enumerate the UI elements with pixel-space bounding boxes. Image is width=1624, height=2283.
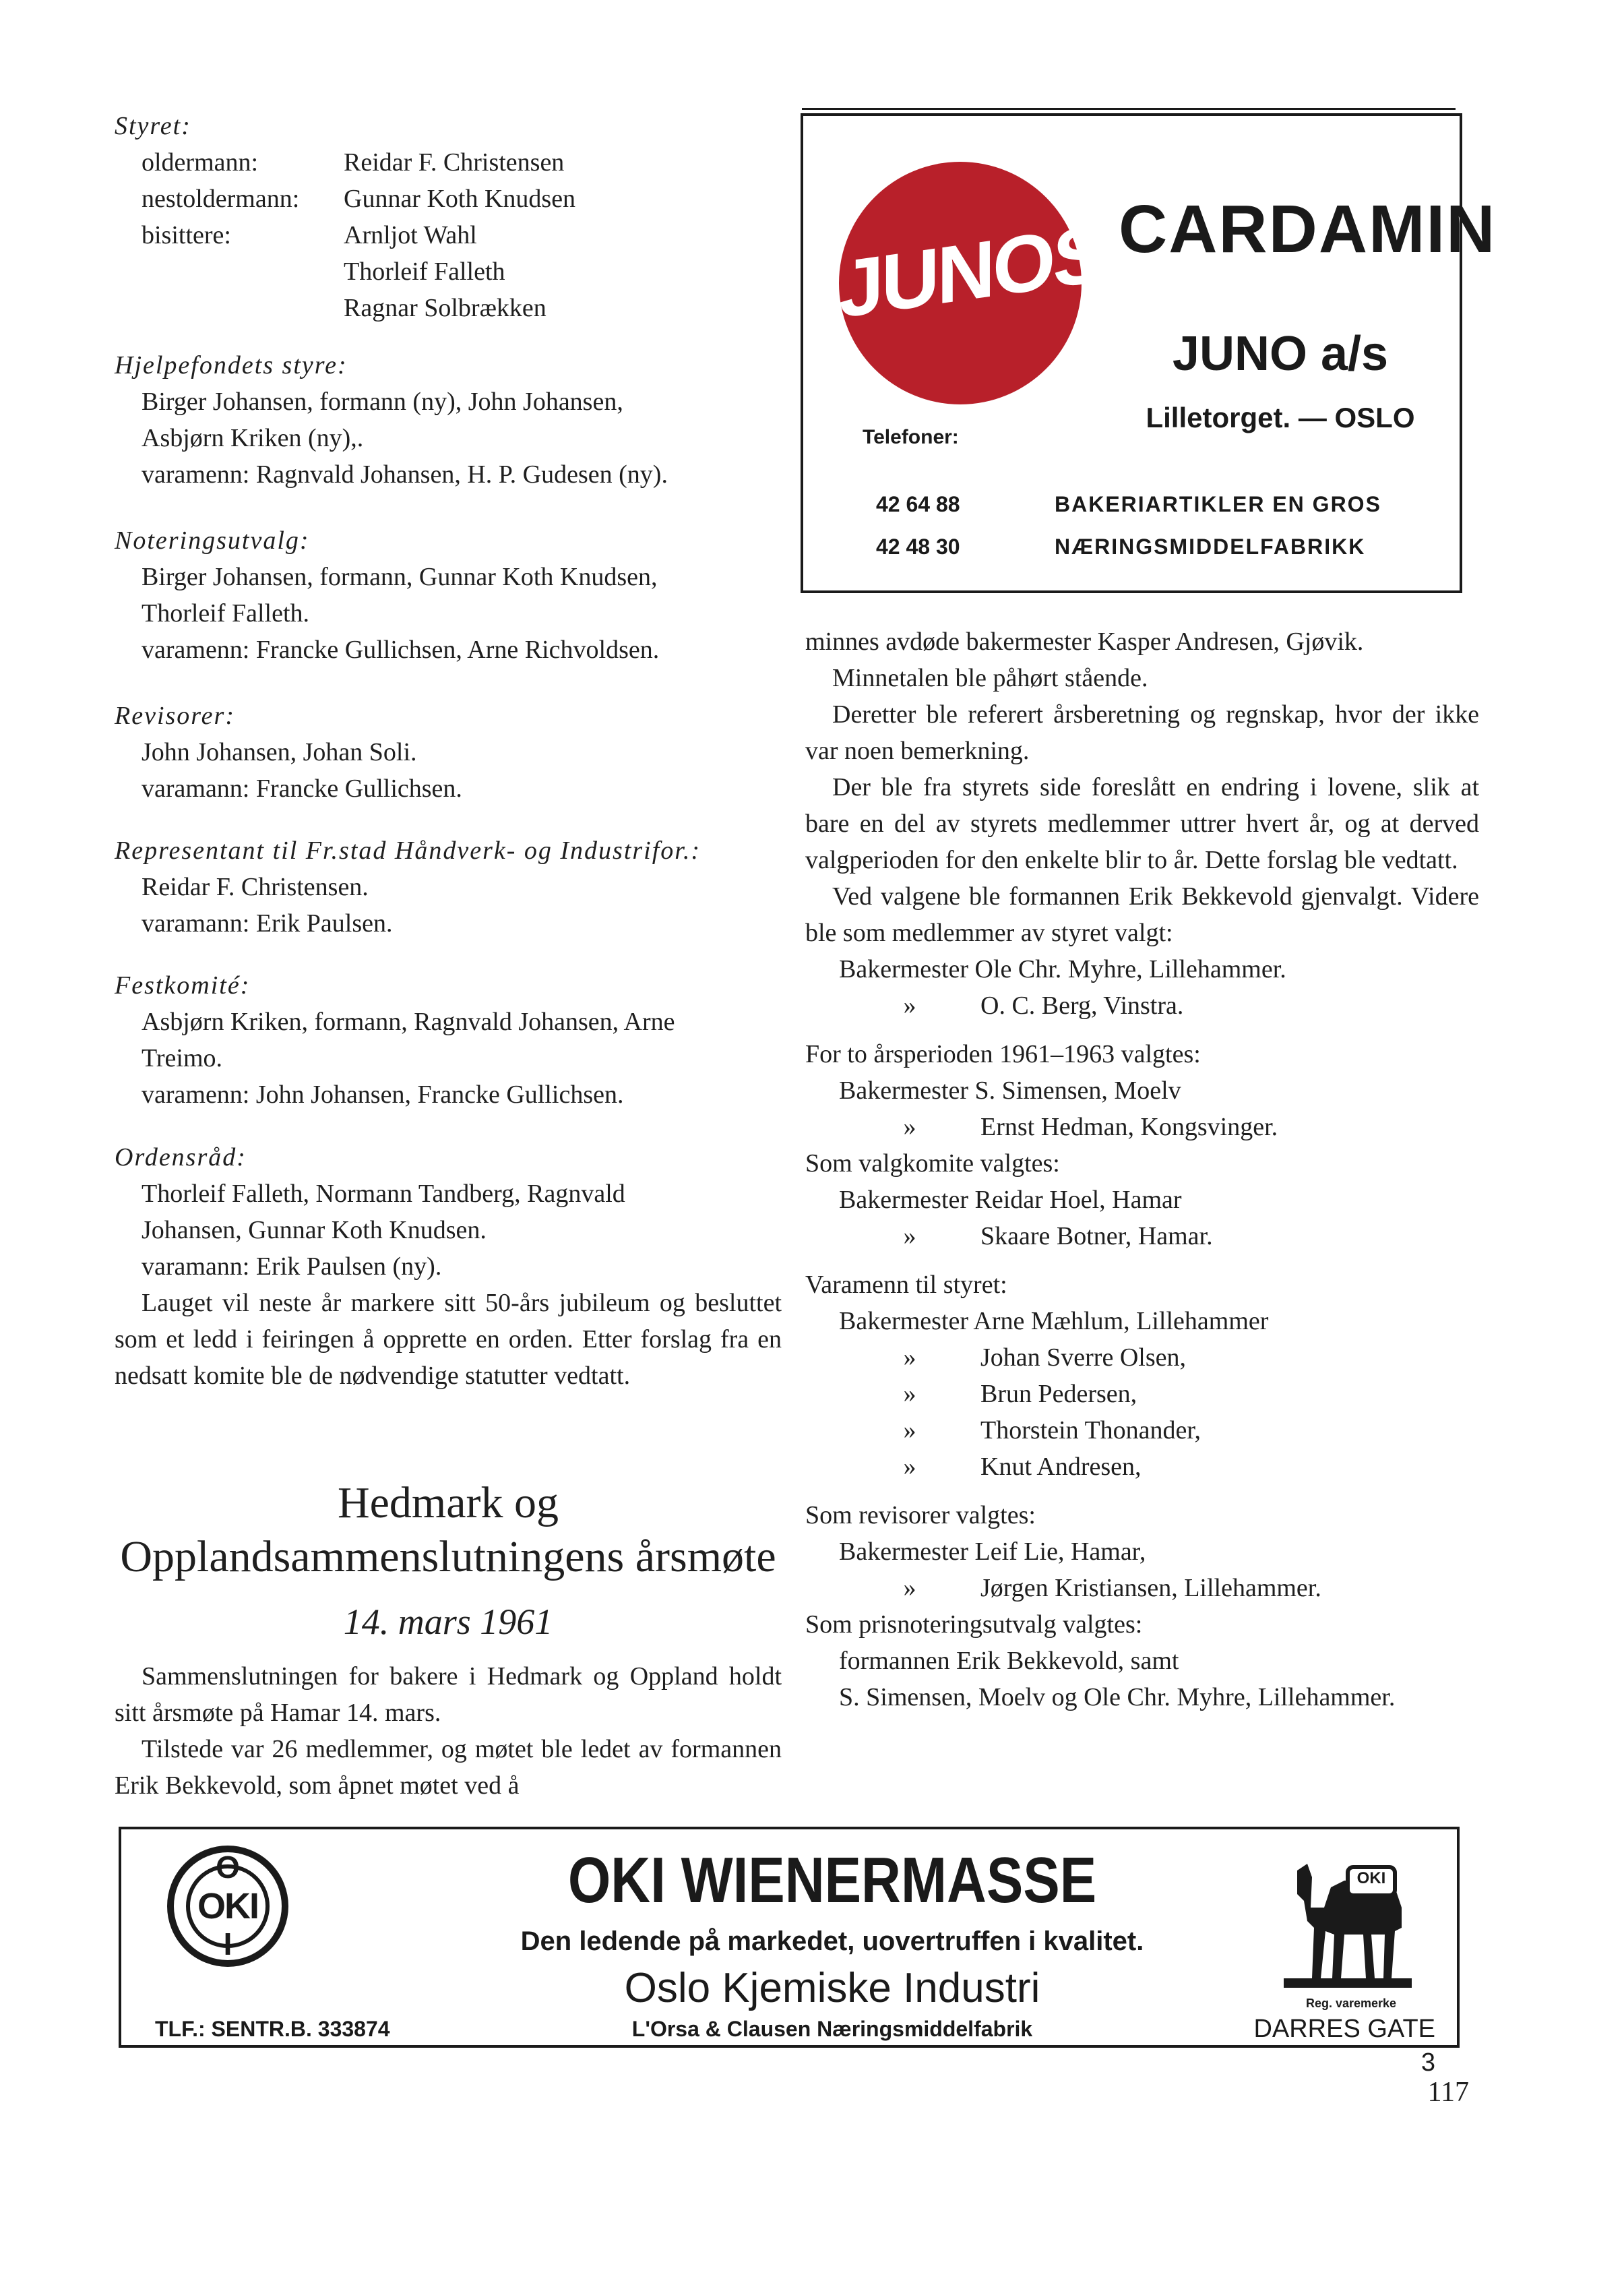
elected-name: O. C. Berg, Vinstra.	[980, 992, 1184, 1020]
paragraph: Ved valgene ble formannen Erik Bekkevold gjenvalgt. Videre ble som medlemmer av styret valgt:	[805, 882, 1479, 947]
camel-label: OKI	[1356, 1869, 1386, 1887]
article-paragraph: Sammenslutningen for bakere i Hedmark og Oppland holdt sitt årsmøte på Hamar 14. mars.	[115, 1662, 782, 1727]
oki-subcompany: L'Orsa & Clausen Næringsmiddelfabrik	[631, 2017, 1033, 2041]
elected-line	[805, 987, 1479, 1024]
role-label	[142, 290, 344, 326]
ditto-mark: »	[903, 1380, 916, 1408]
section-line: Som prisnoteringsutvalg valgtes:	[805, 1610, 1143, 1639]
oki-logo-letter: OKI	[197, 1886, 258, 1926]
ditto-mark: »	[903, 1113, 916, 1141]
elected-name: Thorstein Thonander,	[980, 1416, 1201, 1444]
oki-logo-letter: I	[223, 1926, 232, 1961]
ditto-mark: »	[903, 992, 916, 1020]
text-line: Thorleif Falleth, Normann Tandberg, Ragnvald	[142, 1180, 625, 1208]
elected-line	[805, 1109, 1479, 1145]
elected-line	[805, 1376, 1479, 1412]
hjelpefond-heading: Hjelpefondets styre:	[115, 351, 348, 379]
styret-row	[142, 181, 782, 217]
elected-line	[805, 1570, 1479, 1606]
role-label: nestoldermann:	[142, 185, 300, 213]
elected-name: Ernst Hedman, Kongsvinger.	[980, 1113, 1278, 1141]
text-line: Treimo.	[142, 1044, 223, 1072]
oki-address: DARRES GATE 3	[1253, 2015, 1435, 2077]
article-paragraph: Tilstede var 26 medlemmer, og møtet ble ledet av formannen Erik Bekkevold, som åpnet møtet ved å	[115, 1735, 782, 1800]
elected-line: Bakermester Reidar Hoel, Hamar	[839, 1186, 1182, 1214]
text-line: Birger Johansen, formann (ny), John Johansen,	[142, 388, 623, 416]
text-line: Johansen, Gunnar Koth Knudsen.	[142, 1216, 487, 1244]
elected-line: Bakermester Leif Lie, Hamar,	[839, 1538, 1146, 1566]
article-body	[115, 1658, 782, 1804]
elected-name: Brun Pedersen,	[980, 1380, 1137, 1408]
ditto-mark: »	[903, 1222, 916, 1250]
hjelpefond-section	[115, 347, 782, 493]
elected-name: Knut Andresen,	[980, 1453, 1142, 1481]
text-line: Asbjørn Kriken (ny),.	[142, 424, 364, 452]
oki-tagline: Den ledende på markedet, uovertruffen i kvalitet.	[520, 1926, 1144, 1956]
text-line: varamenn: John Johansen, Francke Gullichsen.	[142, 1080, 624, 1109]
oki-phone: TLF.: SENTR.B. 333874	[155, 2017, 390, 2041]
role-value: Gunnar Koth Knudsen	[344, 185, 576, 213]
role-value: Arnljot Wahl	[344, 221, 477, 249]
elected-line	[805, 1339, 1479, 1376]
elected-line: Bakermester S. Simensen, Moelv	[839, 1076, 1181, 1105]
right-column	[805, 623, 1479, 1715]
ad-top-rule	[802, 108, 1456, 110]
camel-trademark-icon	[1270, 1847, 1425, 1992]
ditto-mark: »	[903, 1453, 916, 1481]
section-line: For to årsperioden 1961–1963 valgtes:	[805, 1040, 1201, 1068]
revisorer-section	[115, 698, 782, 807]
paragraph: Minnetalen ble påhørt stående.	[832, 664, 1148, 692]
ditto-mark: »	[903, 1416, 916, 1444]
role-value: Reidar F. Christensen	[344, 148, 565, 177]
ordensrad-heading: Ordensråd:	[115, 1143, 247, 1171]
oki-company: Oslo Kjemiske Industri	[624, 1965, 1040, 2011]
juno-line: BAKERIARTIKLER EN GROS	[1055, 492, 1381, 516]
text-line: varamann: Erik Paulsen.	[142, 909, 393, 938]
representant-section	[115, 832, 782, 942]
elected-line: S. Simensen, Moelv og Ole Chr. Myhre, Lillehammer.	[839, 1683, 1396, 1711]
elected-line: formannen Erik Bekkevold, samt	[839, 1647, 1179, 1675]
ordensrad-section	[115, 1139, 782, 1394]
role-value: Ragnar Solbrækken	[344, 294, 546, 322]
festkomite-heading: Festkomité:	[115, 971, 251, 1000]
festkomite-section	[115, 967, 782, 1113]
elected-line	[805, 1412, 1479, 1449]
role-label: bisittere:	[142, 221, 231, 249]
role-label: oldermann:	[142, 148, 259, 177]
phones-label: Telefoner:	[863, 426, 959, 448]
oki-title: OKI WIENERMASSE	[567, 1844, 1097, 1916]
juno-logo-text: JUNOS	[839, 208, 1104, 336]
article-date: 14. mars 1961	[343, 1602, 553, 1642]
styret-row	[142, 144, 782, 181]
elected-name: Skaare Botner, Hamar.	[980, 1222, 1213, 1250]
ditto-mark: »	[903, 1343, 916, 1372]
oki-logo-letter: O	[216, 1850, 240, 1885]
article-title-line: Hedmark og	[337, 1478, 559, 1527]
revisorer-heading: Revisorer:	[115, 702, 235, 730]
ordensrad-paragraph: Lauget vil neste år markere sitt 50-års jubileum og besluttet som et ledd i feiringen å opprette en orden. Etter forslag fra en nedsatt komite ble de nødvendige statutter vedtatt.	[115, 1289, 782, 1390]
notering-heading: Noteringsutvalg:	[115, 526, 310, 555]
text-line: Birger Johansen, formann, Gunnar Koth Knudsen,	[142, 563, 658, 591]
phone-number: 42 64 88	[876, 492, 960, 516]
juno-company: JUNO a/s	[1172, 327, 1389, 381]
elected-line: Bakermester Arne Mæhlum, Lillehammer	[839, 1307, 1269, 1335]
text-line: Thorleif Falleth.	[142, 599, 310, 628]
text-line: varamenn: Francke Gullichsen, Arne Richvoldsen.	[142, 636, 660, 664]
styret-row	[142, 217, 782, 253]
cardamin-brand: CARDAMIN	[1119, 191, 1497, 267]
styret-row	[142, 253, 782, 290]
paragraph: Deretter ble referert årsberetning og regnskap, hvor der ikke var noen bemerkning.	[805, 700, 1479, 765]
styret-heading: Styret:	[115, 112, 191, 140]
section-line: Varamenn til styret:	[805, 1271, 1007, 1299]
notering-section	[115, 522, 782, 668]
text-line: varamann: Erik Paulsen (ny).	[142, 1252, 442, 1281]
page-number: 117	[1427, 2077, 1469, 2108]
elected-line	[805, 1218, 1479, 1254]
text-line: Reidar F. Christensen.	[142, 873, 369, 901]
styret-row	[142, 290, 782, 326]
text-line: varamann: Francke Gullichsen.	[142, 774, 462, 803]
article-title	[115, 1476, 782, 1584]
juno-line: NÆRINGSMIDDELFABRIKK	[1055, 535, 1366, 559]
elected-name: Jørgen Kristiansen, Lillehammer.	[980, 1574, 1321, 1602]
role-label	[142, 253, 344, 290]
text-line: John Johansen, Johan Soli.	[142, 738, 417, 766]
elected-line	[805, 1449, 1479, 1485]
section-line: Som valgkomite valgtes:	[805, 1149, 1060, 1178]
representant-heading: Representant til Fr.stad Håndverk- og Industrifor.:	[115, 836, 701, 865]
paragraph: Der ble fra styrets side foreslått en endring i lovene, slik at bare en del av styrets medlemmer uttrer hvert år, og at derved valgperioden for den enkelte blir to år. Dette forslag ble vedtatt.	[805, 773, 1479, 874]
elected-line: Bakermester Ole Chr. Myhre, Lillehammer.	[839, 955, 1286, 983]
juno-address: Lilletorget. — OSLO	[1146, 402, 1415, 433]
text-line: varamenn: Ragnvald Johansen, H. P. Gudesen (ny).	[142, 460, 668, 489]
trademark-note: Reg. varemerke	[1305, 1997, 1397, 2010]
ditto-mark: »	[903, 1574, 916, 1602]
paragraph: minnes avdøde bakermester Kasper Andresen, Gjøvik.	[805, 628, 1364, 656]
role-value: Thorleif Falleth	[344, 257, 505, 286]
styret-section	[115, 108, 782, 326]
phone-number: 42 48 30	[876, 535, 960, 559]
elected-name: Johan Sverre Olsen,	[980, 1343, 1186, 1372]
section-line: Som revisorer valgtes:	[805, 1501, 1036, 1529]
article-title-line: Opplandsammenslutningens årsmøte	[120, 1532, 776, 1581]
text-line: Asbjørn Kriken, formann, Ragnvald Johansen, Arne	[142, 1008, 675, 1036]
